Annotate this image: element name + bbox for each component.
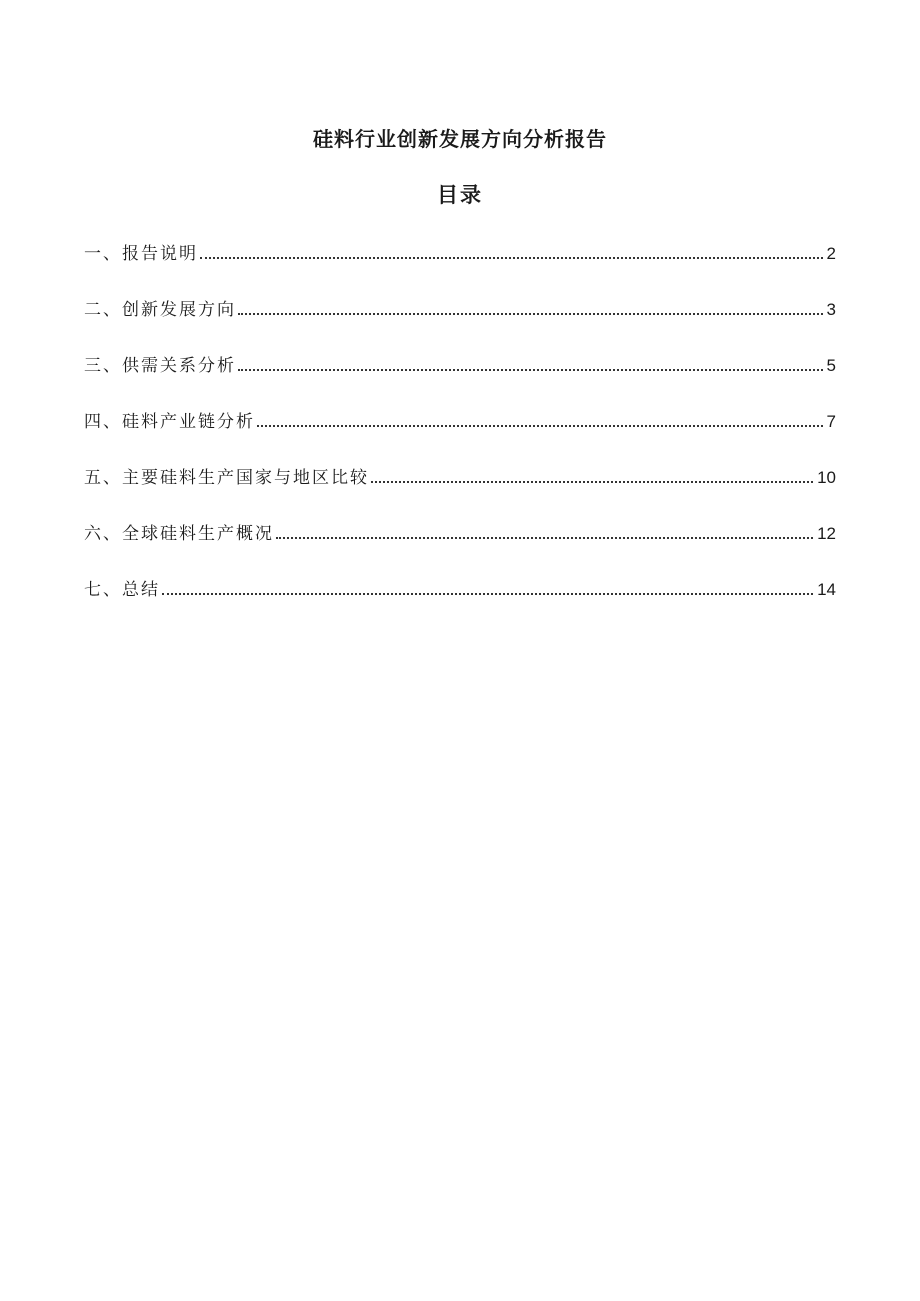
toc-entry-label: 一、报告说明	[84, 244, 198, 264]
toc-entry-page: 3	[826, 300, 836, 319]
document-title: 硅料行业创新发展方向分析报告	[313, 127, 607, 151]
toc-entry-page: 5	[826, 356, 836, 375]
toc-entry-page: 2	[826, 244, 836, 263]
toc-entry[interactable]	[84, 293, 836, 349]
toc-dot-leader	[162, 593, 813, 595]
toc-dot-leader	[238, 369, 823, 371]
toc-entry-page: 10	[817, 468, 836, 487]
toc-entry-label: 三、供需关系分析	[84, 356, 236, 376]
toc-dot-leader	[257, 425, 823, 427]
toc-entry-label: 五、主要硅料生产国家与地区比较	[84, 468, 369, 488]
table-of-contents	[84, 237, 836, 629]
toc-dot-leader	[238, 313, 823, 315]
toc-entry[interactable]	[84, 349, 836, 405]
toc-dot-leader	[276, 537, 813, 539]
toc-entry[interactable]	[84, 461, 836, 517]
toc-entry[interactable]	[84, 573, 836, 629]
toc-entry-page: 12	[817, 524, 836, 543]
toc-entry-page: 7	[826, 412, 836, 431]
toc-dot-leader	[371, 481, 813, 483]
toc-dot-leader	[200, 257, 823, 259]
toc-entry-page: 14	[817, 580, 836, 599]
toc-entry[interactable]	[84, 237, 836, 293]
toc-heading: 目录	[437, 182, 483, 207]
toc-entry-label: 六、全球硅料生产概况	[84, 524, 274, 544]
toc-entry-label: 七、总结	[84, 580, 160, 600]
toc-entry[interactable]	[84, 405, 836, 461]
toc-entry-label: 二、创新发展方向	[84, 300, 236, 320]
toc-entry-label: 四、硅料产业链分析	[84, 412, 255, 432]
toc-entry[interactable]	[84, 517, 836, 573]
